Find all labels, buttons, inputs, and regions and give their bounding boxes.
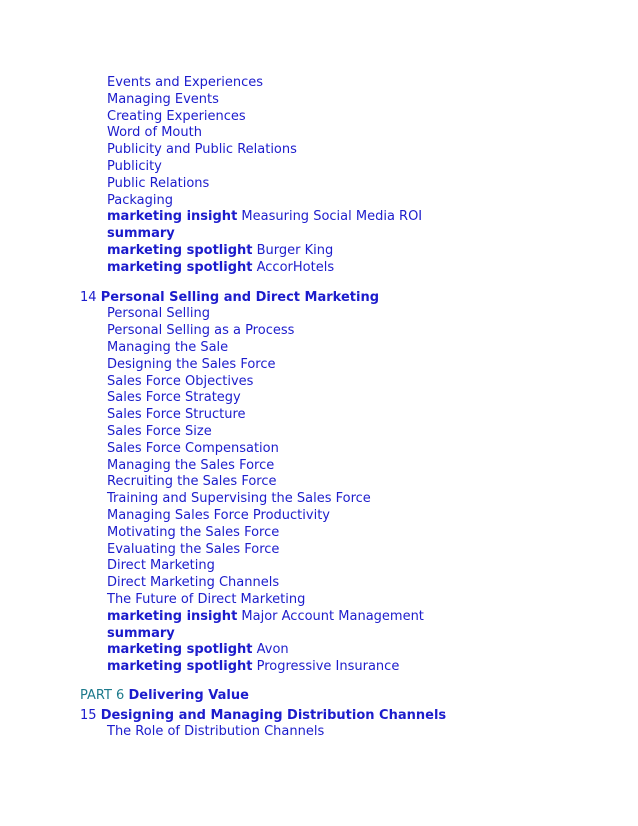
toc-item-text: Evaluating the Sales Force: [107, 541, 280, 557]
toc-item[interactable]: [0, 508, 638, 525]
toc-item-text: Direct Marketing Channels: [107, 575, 280, 591]
toc-item[interactable]: [0, 193, 638, 210]
toc-feature-item[interactable]: [0, 260, 638, 277]
feature-label: marketing insight: [107, 608, 238, 624]
toc-item-text: Motivating the Sales Force: [107, 524, 280, 540]
feature-label: marketing spotlight: [107, 259, 253, 275]
toc-item-text: Sales Force Size: [107, 423, 212, 439]
toc-item-text: The Role of Distribution Channels: [107, 724, 325, 740]
feature-title: Progressive Insurance: [256, 659, 400, 675]
toc-item-text: Sales Force Compensation: [107, 440, 279, 456]
toc-item-text: Recruiting the Sales Force: [107, 474, 277, 490]
feature-label: marketing spotlight: [107, 242, 253, 258]
toc-item[interactable]: [0, 75, 638, 92]
toc-item[interactable]: [0, 424, 638, 441]
toc-item[interactable]: [0, 390, 638, 407]
feature-label: marketing spotlight: [107, 659, 253, 675]
feature-label: marketing insight: [107, 209, 238, 225]
toc-feature-item[interactable]: [0, 609, 638, 626]
toc-item[interactable]: [0, 92, 638, 109]
toc-feature-item[interactable]: [0, 243, 638, 260]
toc-item-text: Managing Events: [107, 91, 219, 107]
toc-item-text: Sales Force Objectives: [107, 373, 254, 389]
feature-title: Major Account Management: [241, 608, 424, 624]
toc-item-text: Word of Mouth: [107, 125, 202, 141]
summary-label: summary: [107, 625, 175, 641]
toc-item[interactable]: [0, 142, 638, 159]
toc-item[interactable]: [0, 340, 638, 357]
toc-item-text: Designing the Sales Force: [107, 356, 276, 372]
toc-item[interactable]: [0, 357, 638, 374]
part-number: PART 6: [80, 687, 125, 703]
toc-item-text: Packaging: [107, 192, 173, 208]
toc-item-text: Events and Experiences: [107, 75, 264, 90]
toc-item[interactable]: [0, 407, 638, 424]
toc-item-text: Sales Force Structure: [107, 407, 246, 423]
toc-item[interactable]: [0, 558, 638, 575]
toc-item[interactable]: [0, 176, 638, 193]
toc-item[interactable]: [0, 542, 638, 559]
summary-label: summary: [107, 226, 175, 242]
toc-summary-item[interactable]: [0, 226, 638, 243]
toc-item-text: Direct Marketing: [107, 558, 215, 574]
toc-item[interactable]: [0, 159, 638, 176]
toc-item-text: Creating Experiences: [107, 108, 246, 124]
toc-item[interactable]: [0, 491, 638, 508]
chapter-title: Personal Selling and Direct Marketing: [100, 289, 380, 305]
chapter-number: 14: [80, 289, 97, 305]
toc-item[interactable]: [0, 109, 638, 126]
feature-title: AccorHotels: [256, 259, 335, 275]
toc-item-text: Training and Supervising the Sales Force: [107, 491, 371, 507]
chapter-number: 15: [80, 707, 97, 723]
feature-label: marketing spotlight: [107, 642, 253, 658]
toc-summary-item[interactable]: [0, 626, 638, 643]
feature-title: Burger King: [256, 242, 334, 258]
toc-item-text: Personal Selling as a Process: [107, 323, 295, 339]
feature-title: Measuring Social Media ROI: [241, 209, 423, 225]
toc-item-text: Managing Sales Force Productivity: [107, 507, 330, 523]
toc-item[interactable]: [0, 525, 638, 542]
toc-item[interactable]: [0, 374, 638, 391]
toc-item[interactable]: [0, 125, 638, 142]
toc-item[interactable]: [0, 575, 638, 592]
toc-item-text: Managing the Sales Force: [107, 457, 275, 473]
toc-item-text: Public Relations: [107, 175, 210, 191]
part-heading[interactable]: [0, 688, 638, 705]
toc-item-text: Personal Selling: [107, 306, 210, 322]
chapter-heading[interactable]: [0, 708, 638, 725]
toc-item-text: The Future of Direct Marketing: [107, 591, 306, 607]
toc-item[interactable]: [0, 458, 638, 475]
toc-item[interactable]: [0, 724, 638, 741]
chapter-title: Designing and Managing Distribution Channels: [100, 707, 447, 723]
toc-feature-item[interactable]: [0, 209, 638, 226]
toc-item[interactable]: [0, 474, 638, 491]
table-of-contents: [0, 75, 638, 741]
toc-item-text: Sales Force Strategy: [107, 390, 241, 406]
toc-item-text: Managing the Sale: [107, 339, 229, 355]
feature-title: Avon: [256, 642, 289, 658]
toc-item[interactable]: [0, 323, 638, 340]
part-title: Delivering Value: [128, 687, 249, 703]
toc-item-text: Publicity: [107, 158, 162, 174]
toc-item-text: Publicity and Public Relations: [107, 142, 297, 158]
toc-feature-item[interactable]: [0, 642, 638, 659]
toc-item[interactable]: [0, 592, 638, 609]
toc-item[interactable]: [0, 441, 638, 458]
toc-feature-item[interactable]: [0, 659, 638, 676]
toc-item[interactable]: [0, 306, 638, 323]
chapter-heading[interactable]: [0, 290, 638, 307]
